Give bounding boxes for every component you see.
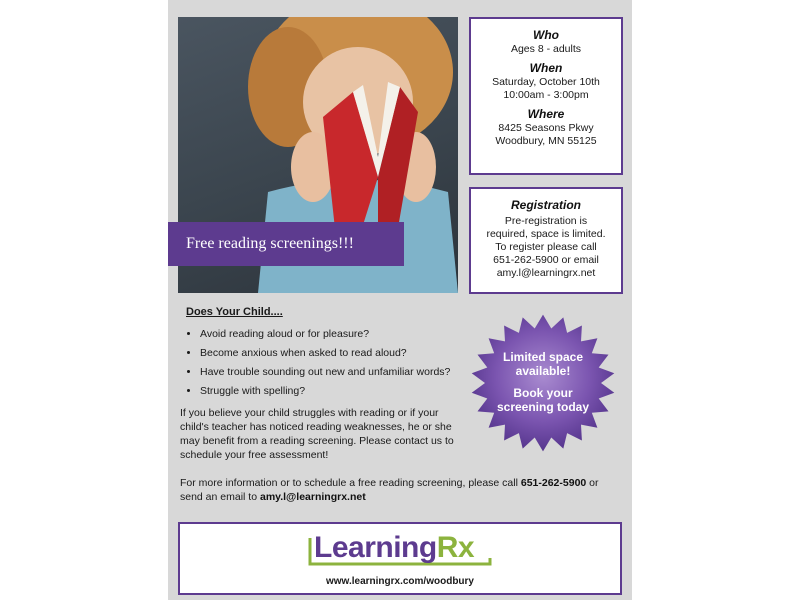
ages-text: Ages 8 - adults: [510, 43, 582, 55]
logo-rx: Rx: [436, 531, 475, 564]
registration-line-4: 651-262-5900 or email: [493, 254, 599, 266]
event-date: Saturday, October 10th: [492, 76, 600, 88]
list-item: • Become anxious when asked to read aloud?: [200, 346, 490, 360]
learningrx-logo: [306, 530, 496, 570]
registration-heading: Registration: [510, 198, 581, 212]
who-heading: Who: [533, 28, 559, 42]
event-time: 10:00am - 3:00pm: [503, 89, 589, 101]
address-line-2: Woodbury, MN 55125: [495, 135, 597, 147]
free-screenings-banner: Free reading screenings!!!: [168, 222, 404, 266]
address-line-1: 8425 Seasons Pkwy: [498, 122, 594, 134]
list-item: • Have trouble sounding out new and unfamiliar words?: [200, 365, 490, 379]
symptom-list: [180, 327, 490, 398]
event-details-box: [469, 17, 623, 175]
registration-box: [469, 187, 623, 294]
footer-logo-box: [178, 522, 622, 595]
contact-prefix: For more information or to schedule a free reading screening, please call: [180, 477, 518, 489]
registration-line-1: Pre-registration is: [504, 215, 588, 227]
book-screening-text: Book your screening today: [496, 386, 590, 414]
website-url[interactable]: www.learningrx.com/woodbury: [326, 576, 474, 587]
logo-learning: Learning: [314, 531, 437, 564]
registration-line-3: To register please call: [495, 241, 597, 253]
registration-email: amy.l@learningrx.net: [496, 267, 596, 279]
contact-middle: or send an email to: [180, 477, 599, 503]
contact-paragraph: [180, 476, 620, 504]
registration-line-2: required, space is limited.: [486, 228, 606, 240]
does-your-child-heading: Does Your Child....: [186, 306, 283, 318]
limited-space-starburst: [468, 313, 618, 453]
list-item: • Struggle with spelling?: [200, 384, 490, 398]
where-heading: Where: [527, 107, 565, 121]
list-item: • Avoid reading aloud or for pleasure?: [200, 327, 490, 341]
contact-phone[interactable]: 651-262-5900: [520, 477, 587, 489]
when-heading: When: [529, 61, 563, 75]
screening-paragraph: If you believe your child struggles with reading or if your child's teacher has noticed reading weaknesses, he or she may benefit from a reading screening. Please contact us to schedule your free assessment!: [180, 407, 454, 461]
flyer: [168, 0, 632, 600]
limited-space-text: Limited space available!: [502, 350, 584, 378]
contact-email[interactable]: amy.l@learningrx.net: [259, 491, 366, 503]
